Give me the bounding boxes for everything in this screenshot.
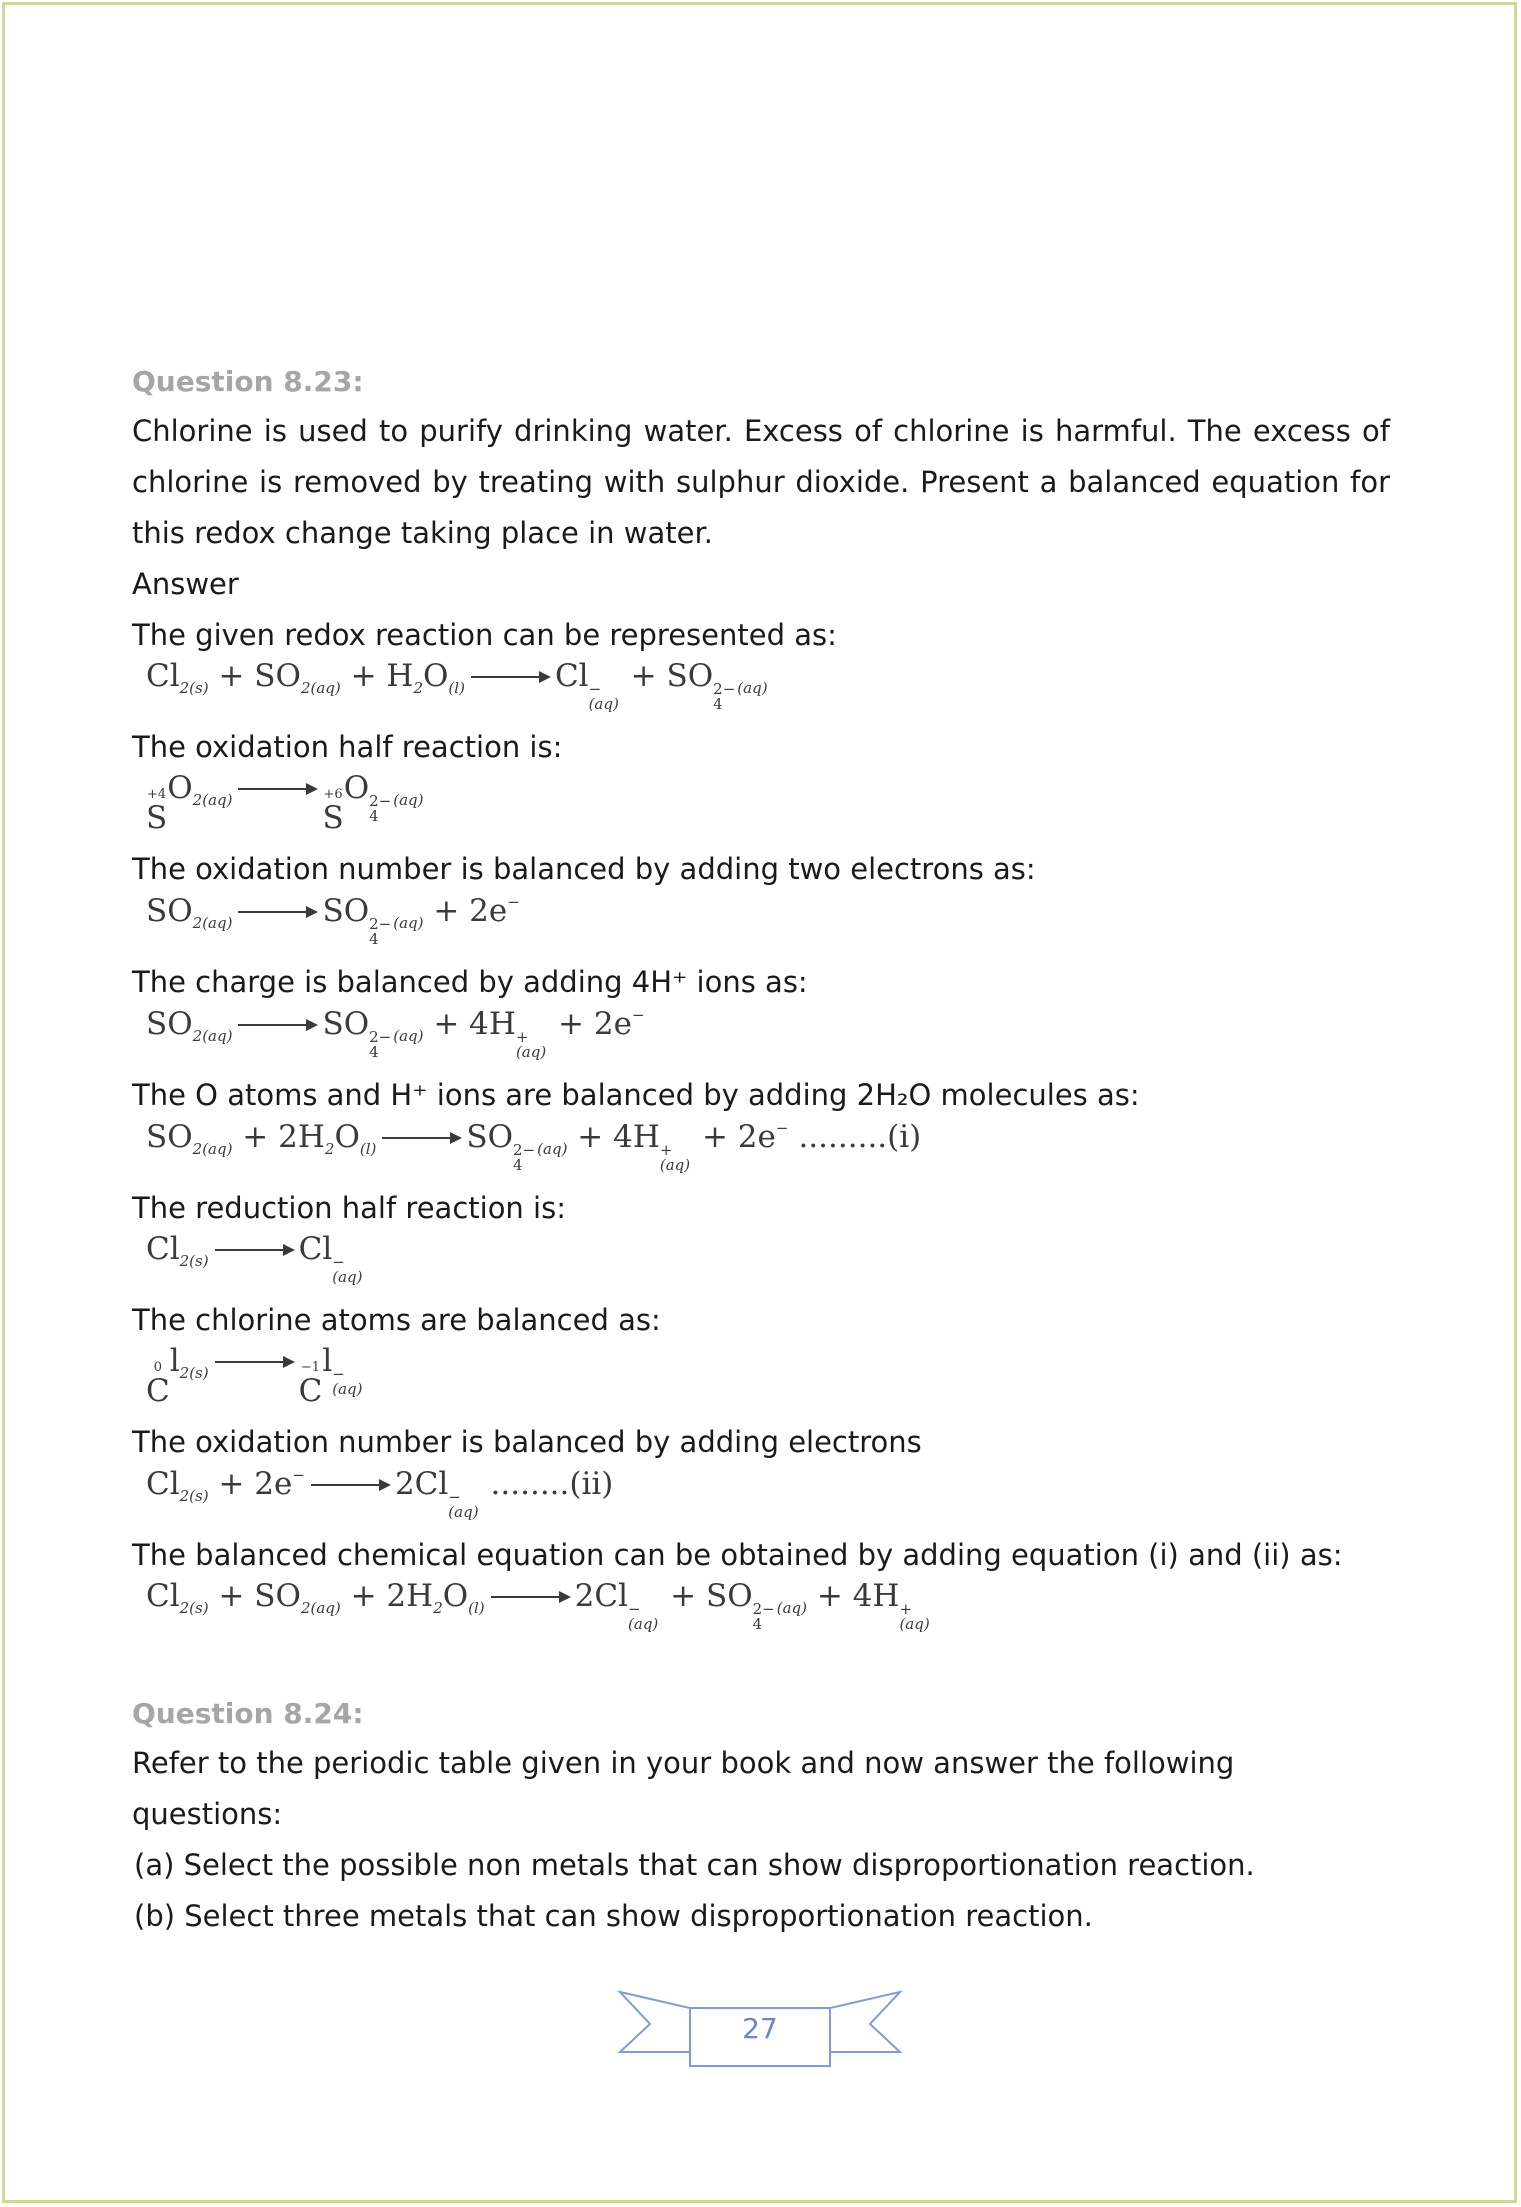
equation-tag-i: .........(i) xyxy=(798,1119,922,1155)
answer-line-3: The oxidation number is balanced by adding two electrons as: xyxy=(132,852,1036,886)
answer-line-5: The O atoms and H⁺ ions are balanced by adding 2H₂O molecules as: xyxy=(132,1078,1140,1112)
page-content xyxy=(132,358,1390,1942)
equation-oxidation-half: +4 S $O_{2(aq)}$ +6 S O 2− 4 $_{(aq)}$ xyxy=(146,770,424,836)
answer-line-1: The given redox reaction can be represented as: xyxy=(132,618,837,652)
equation-electrons-added: $SO_{2(aq)}$ SO 2− 4 $_{(aq)}$ + 2e− xyxy=(146,893,520,948)
equation-i: $SO_{2(aq)} + 2H_2O_{(l)}$ SO 2− 4 $_{(aq)}$ + 4H + (aq) + 2e− .........(i) xyxy=(146,1119,922,1174)
question-8-24-part-b: (b) Select three metals that can show disproportionation reaction. xyxy=(134,1899,1093,1933)
question-8-23-heading: Question 8.23: xyxy=(132,365,364,398)
page-number: 27 xyxy=(742,2012,778,2045)
equation-overall-redox: $Cl_{2(s)} + SO_{2(aq)} + H_2O_{(l)}$ Cl − (aq) + SO 2− 4 $_{(aq)}$ xyxy=(146,658,768,713)
equation-final-balanced: $Cl_{2(s)} + SO_{2(aq)} + 2H_2O_{(l)}$ 2Cl − (aq) + SO 2− 4 $_{(aq)}$ + 4H + (aq) xyxy=(146,1578,930,1633)
question-8-23-text: Chlorine is used to purify drinking water. Excess of chlorine is harmful. The excess of chlorine is removed by treating with sulphur dioxide. Present a balanced equation for this redox change taking place in water. xyxy=(132,414,1390,550)
equation-charge-balanced: $SO_{2(aq)}$ SO 2− 4 $_{(aq)}$ + 4H + (aq) + 2e− xyxy=(146,1006,645,1061)
equation-ii: $Cl_{2(s)} + 2e^-$ 2Cl − (aq) ........(ii) xyxy=(146,1466,614,1521)
answer-line-7: The chlorine atoms are balanced as: xyxy=(132,1303,661,1337)
equation-reduction-half: $Cl_{2(s)}$ Cl − (aq) xyxy=(146,1231,363,1286)
answer-line-4: The charge is balanced by adding 4H⁺ ions as: xyxy=(132,965,808,999)
answer-line-9: The balanced chemical equation can be obtained by adding equation (i) and (ii) as: xyxy=(132,1538,1343,1572)
answer-label: Answer xyxy=(132,567,239,601)
question-8-24-heading: Question 8.24: xyxy=(132,1697,364,1730)
equation-chlorine-balanced: 0 C $l_{2(s)}$ −1 C l − (aq) xyxy=(146,1343,363,1409)
answer-line-8: The oxidation number is balanced by adding electrons xyxy=(132,1425,922,1459)
equation-tag-ii: ........(ii) xyxy=(490,1466,614,1502)
question-8-24-intro: Refer to the periodic table given in your book and now answer the following questions: xyxy=(132,1746,1235,1831)
answer-line-2: The oxidation half reaction is: xyxy=(132,730,563,764)
question-8-24-part-a: (a) Select the possible non metals that can show disproportionation reaction. xyxy=(134,1848,1255,1882)
answer-line-6: The reduction half reaction is: xyxy=(132,1191,566,1225)
